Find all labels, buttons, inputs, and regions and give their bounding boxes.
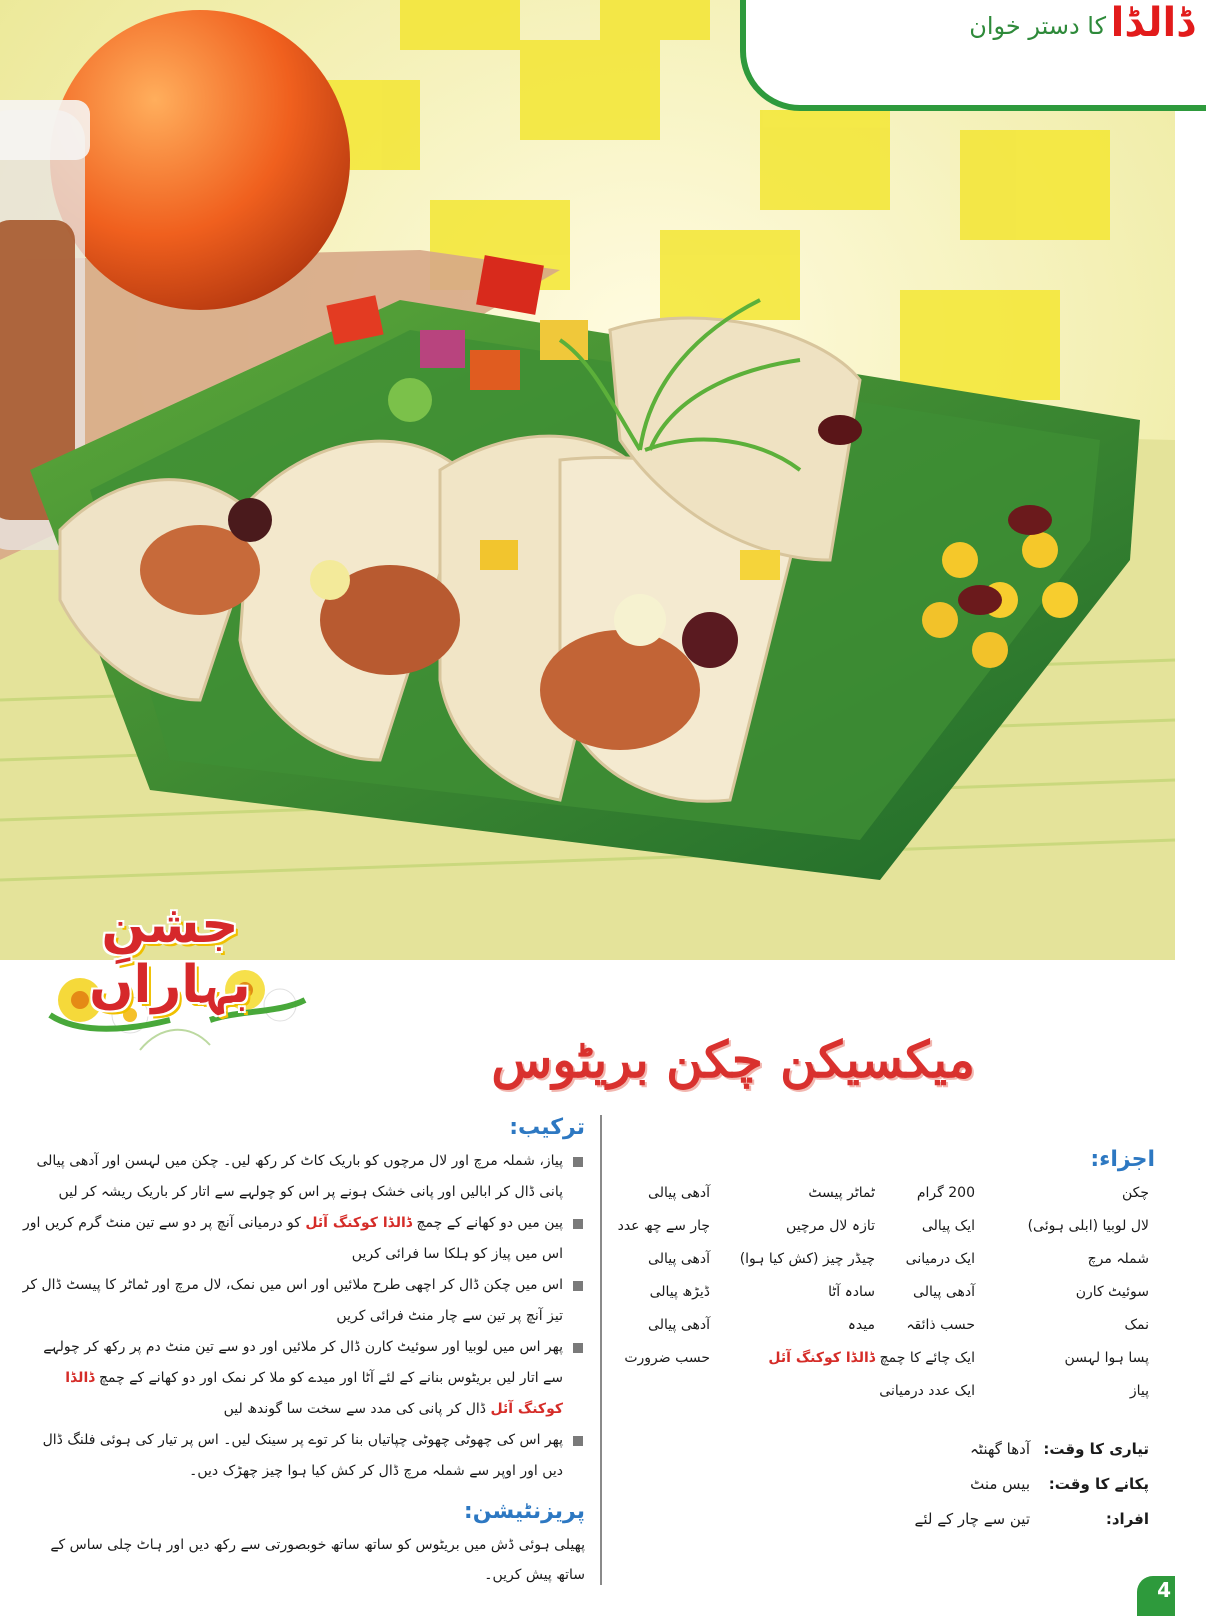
ingredient-name: پیاز (1129, 1383, 1149, 1399)
ingredients-section (615, 1115, 1155, 1595)
recipe-title: میکسیکن چکن بریٹوس (491, 1030, 975, 1089)
cook-time-value: بیس منٹ (970, 1475, 1030, 1493)
brand-logo: ڈالڈا (1110, 0, 1194, 46)
ingredient-qty: حسب ذائقہ (906, 1317, 975, 1333)
bullet-icon (573, 1343, 583, 1353)
ingredient-qty: آدھی پیالی (913, 1284, 975, 1300)
bullet-icon (573, 1281, 583, 1291)
cook-time-label: پکانے کا وقت: (1048, 1475, 1149, 1493)
step-text: پین میں دو کھانے کے چمچ (416, 1215, 563, 1231)
ingredient-name: تازہ لال مرچیں (786, 1218, 875, 1234)
ingredient-name: ڈالڈا کوکنگ آئل (768, 1350, 875, 1366)
brand-mention: ڈالڈا کوکنگ آئل (305, 1215, 412, 1231)
step-text: اس میں چکن ڈال کر اچھی طرح ملائیں اور اس میں نمک، لال مرچ اور ٹماٹر کا پیسٹ ڈال کر تیز آنچ پر تین سے چار منٹ فرائی کریں (22, 1277, 563, 1324)
ingredient-name: سادہ آٹا (828, 1284, 875, 1300)
ingredient-name: لال لوبیا (ابلی ہوئی) (1027, 1218, 1149, 1234)
ingredient-name: سوئیٹ کارن (1075, 1284, 1149, 1300)
ingredient-qty: ایک درمیانی (905, 1251, 975, 1267)
festival-badge (20, 895, 320, 1065)
step-text: پھر اس کی چھوٹی چھوٹی چپاتیاں بنا کر توے پر سینک لیں۔ اس پر تیار کی ہوئی فلنگ ڈال دیں اور اوپر سے شملہ مرچ ڈال کر کش کیا ہوا چیز چھڑک دیں۔ (42, 1432, 563, 1479)
ingredient-qty: حسب ضرورت (624, 1350, 710, 1366)
ingredient-qty: 200 گرام (916, 1185, 975, 1201)
brand-tagline: کا دستر خوان (969, 12, 1106, 40)
brand-header (740, 0, 1206, 111)
method-step (20, 1208, 585, 1270)
page-number: 4 (1157, 1578, 1171, 1602)
brand-mention: ڈالڈا کوکنگ آئل (65, 1370, 563, 1417)
ingredient-qty: ڈیڑھ پیالی (649, 1284, 710, 1300)
ingredient-name: ٹماٹر پیسٹ (808, 1185, 875, 1201)
ingredient-name: چیڈر چیز (کش کیا ہوا) (739, 1251, 875, 1267)
step-text: ڈال کر پانی کی مدد سے سخت سا گوندھ لیں (223, 1401, 486, 1417)
presentation-text: پھیلی ہوئی ڈش میں بریٹوس کو ساتھ ساتھ خوبصورتی سے رکھ دیں اور ہاٹ چلی ساس کے ساتھ پیش کریں۔ (50, 1537, 585, 1583)
ingredients-heading: اجزاء: (1090, 1147, 1155, 1172)
ingredient-name: پسا ہوا لہسن (1064, 1350, 1149, 1366)
ingredient-qty: ایک عدد درمیانی (879, 1383, 975, 1399)
festival-title: جشنِ بہاراں (89, 895, 251, 1015)
prep-time-label: تیاری کا وقت: (1043, 1440, 1149, 1458)
presentation-heading: پریزنٹیشن: (463, 1499, 585, 1524)
ingredient-qty: ایک پیالی (921, 1218, 975, 1234)
prep-time-value: آدھا گھنٹہ (970, 1440, 1030, 1458)
method-step (20, 1332, 585, 1425)
serves-label: افراد: (1105, 1510, 1149, 1528)
method-heading: ترکیب: (509, 1115, 585, 1140)
method-step (20, 1270, 585, 1332)
ingredient-qty: آدھی پیالی (648, 1317, 710, 1333)
bullet-icon (573, 1436, 583, 1446)
ingredient-qty: چار سے چھ عدد (617, 1218, 710, 1234)
bullet-icon (573, 1219, 583, 1229)
bullet-icon (573, 1157, 583, 1167)
ingredient-qty: آدھی پیالی (648, 1251, 710, 1267)
ingredient-name: نمک (1124, 1317, 1149, 1333)
step-text: پیاز، شملہ مرچ اور لال مرچوں کو باریک کاٹ کر رکھ لیں۔ چکن میں لہسن اور آدھی پیالی پانی ڈال کر ابالیں اور پانی خشک ہونے پر اس کو چولہے سے اتار کر باریک ریشہ کر لیں (36, 1153, 563, 1200)
ingredient-qty: ایک چائے کا چمچ (879, 1350, 975, 1366)
method-section (20, 1115, 585, 1590)
column-divider (600, 1115, 602, 1585)
ingredient-name: میدہ (847, 1317, 875, 1333)
method-step (20, 1146, 585, 1208)
orange-fruit (50, 10, 350, 310)
ingredient-qty: آدھی پیالی (648, 1185, 710, 1201)
ingredient-name: شملہ مرچ (1087, 1251, 1149, 1267)
ingredient-name: چکن (1121, 1185, 1149, 1201)
method-step (20, 1425, 585, 1487)
step-text: پھر اس میں لوبیا اور سوئیٹ کارن ڈال کر ملائیں اور دو سے تین منٹ دم پر رکھ کر چولہے سے اتار لیں بریٹوس بنانے کے لئے آٹا اور میدے کو ملا کر نمک اور دو کھانے کے چمچ (43, 1339, 563, 1386)
step-text: کو درمیانی آنچ پر دو سے تین منٹ گرم کریں اور اس میں پیاز کو ہلکا سا فرائی کریں (22, 1215, 563, 1262)
serves-value: تین سے چار کے لئے (914, 1510, 1030, 1528)
